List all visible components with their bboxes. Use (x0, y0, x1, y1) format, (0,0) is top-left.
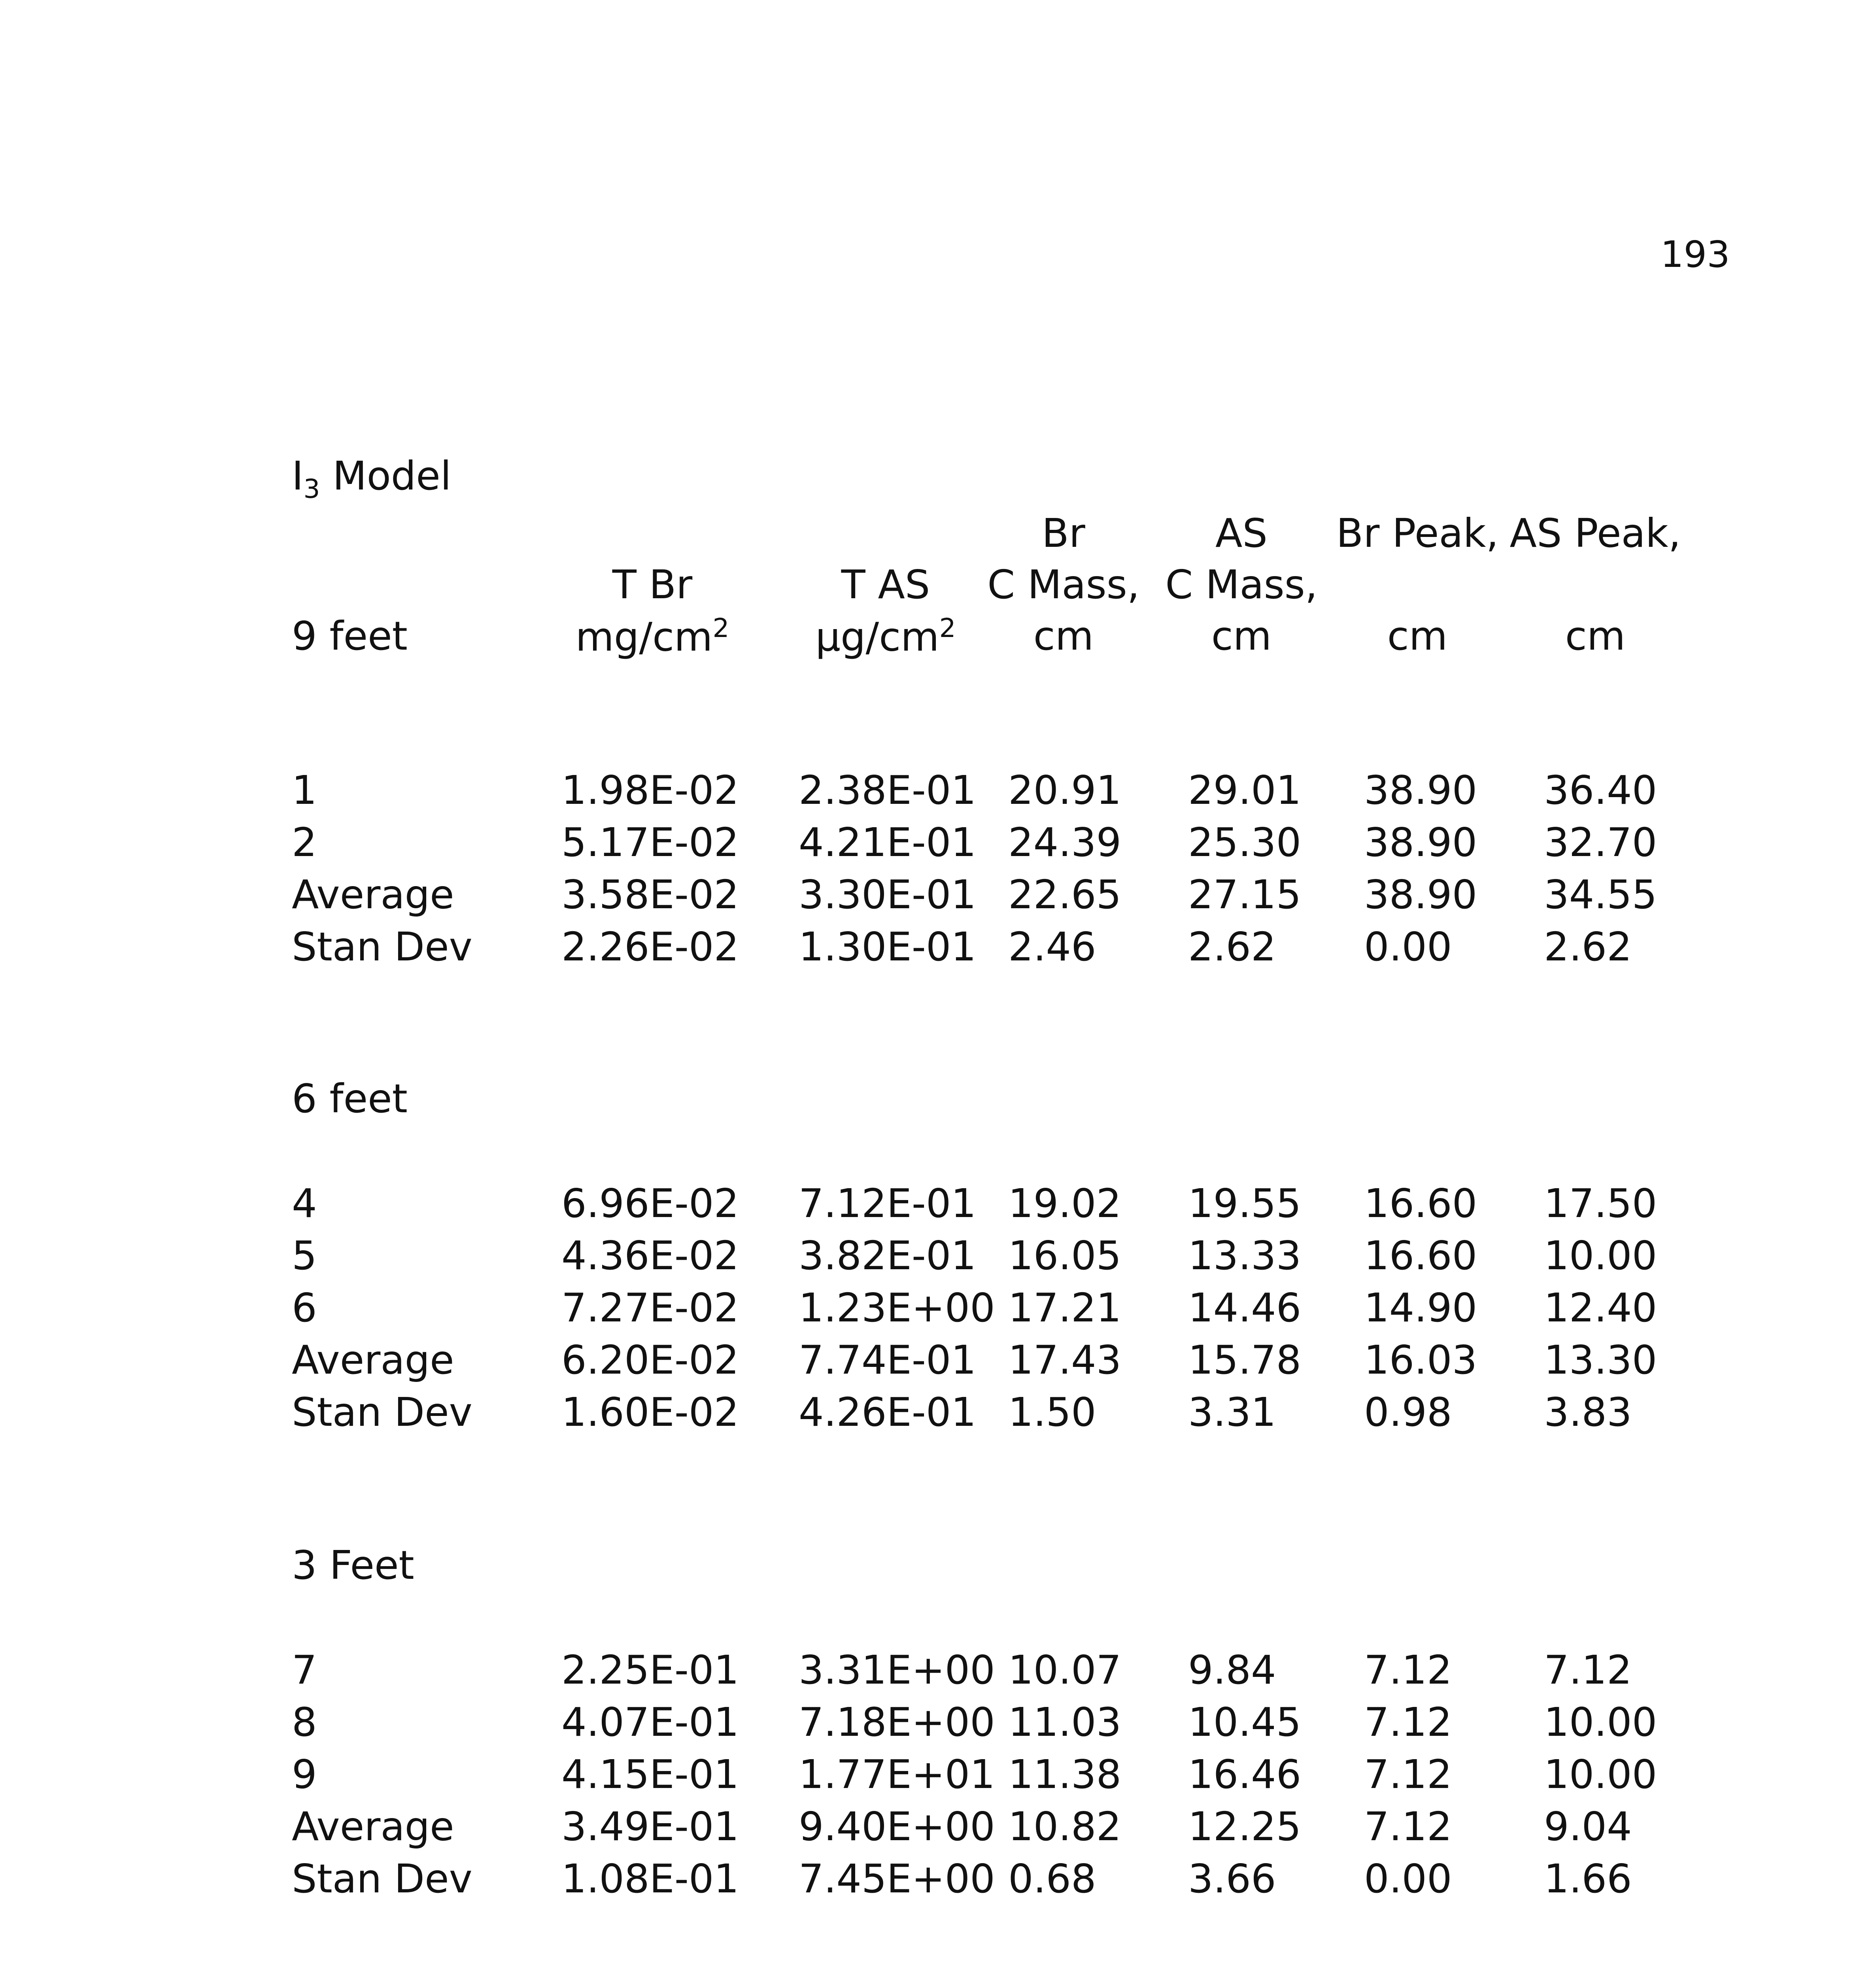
table-cell: 2.26E-02 (561, 924, 739, 970)
table-cell: 6.96E-02 (561, 1180, 739, 1227)
table-cell: 7.12 (1364, 1647, 1452, 1693)
table-cell: 11.38 (1008, 1751, 1122, 1797)
table-cell: 10.00 (1544, 1751, 1657, 1797)
row-label: Stan Dev (292, 924, 472, 970)
row-label: Average (292, 1337, 454, 1383)
column-header-5-line3: cm (1387, 613, 1448, 659)
table-cell: 16.60 (1364, 1180, 1477, 1227)
model-title-rest: Model (320, 453, 452, 499)
table-cell: 25.30 (1188, 819, 1302, 866)
table-cell: 22.65 (1008, 871, 1122, 918)
table-cell: 3.58E-02 (561, 871, 739, 918)
table-cell: 1.66 (1544, 1856, 1632, 1902)
column-header-1-line2: T Br (612, 561, 693, 608)
table-cell: 20.91 (1008, 767, 1122, 813)
model-title (292, 453, 452, 504)
row-label: 1 (292, 767, 317, 813)
table-cell: 16.46 (1188, 1751, 1302, 1797)
table-cell: 4.07E-01 (561, 1699, 739, 1745)
column-header-4-line2: C Mass, (1165, 561, 1318, 608)
table-cell: 17.50 (1544, 1180, 1657, 1227)
table-cell: 13.33 (1188, 1232, 1302, 1279)
row-label: 6 (292, 1285, 317, 1331)
table-cell: 38.90 (1364, 819, 1477, 866)
table-cell: 7.12E-01 (799, 1180, 977, 1227)
column-header-2-line3: $\mu g/cm^2$ (815, 613, 956, 660)
column-header-3-line1: Br (1042, 510, 1085, 556)
table-cell: 10.00 (1544, 1699, 1657, 1745)
table-cell: 34.55 (1544, 871, 1657, 918)
column-header-6-line3: cm (1565, 613, 1626, 659)
table-cell: 1.30E-01 (799, 924, 977, 970)
table-cell: 7.18E+00 (799, 1699, 995, 1745)
table-cell: 0.00 (1364, 1856, 1452, 1902)
row-label: Stan Dev (292, 1856, 472, 1902)
table-cell: 0.00 (1364, 924, 1452, 970)
table-cell: 7.12 (1364, 1751, 1452, 1797)
table-cell: 14.46 (1188, 1285, 1302, 1331)
column-header-2-line2: T AS (841, 561, 930, 608)
table-cell: 12.25 (1188, 1803, 1302, 1850)
table-cell: 2.38E-01 (799, 767, 977, 813)
column-header-4-line3: cm (1211, 613, 1272, 659)
table-cell: 7.27E-02 (561, 1285, 739, 1331)
row-label: 7 (292, 1647, 317, 1693)
table-cell: 36.40 (1544, 767, 1657, 813)
table-cell: 1.98E-02 (561, 767, 739, 813)
table-cell: 9.04 (1544, 1803, 1632, 1850)
group-label: 3 Feet (292, 1542, 414, 1588)
table-cell: 1.77E+01 (799, 1751, 995, 1797)
row-label: 9 (292, 1751, 317, 1797)
table-cell: 14.90 (1364, 1285, 1477, 1331)
table-cell: 2.46 (1008, 924, 1096, 970)
row-label: Average (292, 1803, 454, 1850)
page-number: 193 (1661, 233, 1730, 276)
table-cell: 16.03 (1364, 1337, 1477, 1383)
table-cell: 11.03 (1008, 1699, 1122, 1745)
table-cell: 17.43 (1008, 1337, 1122, 1383)
table-cell: 32.70 (1544, 819, 1657, 866)
table-cell: 24.39 (1008, 819, 1122, 866)
header-row-label: 9 feet (292, 613, 408, 659)
row-label: 2 (292, 819, 317, 866)
table-cell: 2.25E-01 (561, 1647, 739, 1693)
table-cell: 0.98 (1364, 1389, 1452, 1435)
table-cell: 10.45 (1188, 1699, 1302, 1745)
table-cell: 4.36E-02 (561, 1232, 739, 1279)
row-label: Average (292, 871, 454, 918)
table-cell: 3.49E-01 (561, 1803, 739, 1850)
table-cell: 7.12 (1544, 1647, 1632, 1693)
table-cell: 7.12 (1364, 1699, 1452, 1745)
table-cell: 12.40 (1544, 1285, 1657, 1331)
table-cell: 3.82E-01 (799, 1232, 977, 1279)
table-cell: 7.12 (1364, 1803, 1452, 1850)
table-cell: 10.07 (1008, 1647, 1122, 1693)
column-header-5-line1: Br Peak, (1336, 510, 1499, 556)
model-title-base: I (292, 453, 304, 499)
table-cell: 10.00 (1544, 1232, 1657, 1279)
table-cell: 3.30E-01 (799, 871, 977, 918)
table-cell: 29.01 (1188, 767, 1302, 813)
row-label: Stan Dev (292, 1389, 472, 1435)
table-cell: 3.31E+00 (799, 1647, 995, 1693)
table-cell: 19.55 (1188, 1180, 1302, 1227)
table-cell: 3.31 (1188, 1389, 1276, 1435)
table-cell: 9.40E+00 (799, 1803, 995, 1850)
table-cell: 17.21 (1008, 1285, 1122, 1331)
table-cell: 13.30 (1544, 1337, 1657, 1383)
table-cell: 2.62 (1544, 924, 1632, 970)
table-cell: 27.15 (1188, 871, 1302, 918)
table-cell: 16.60 (1364, 1232, 1477, 1279)
table-cell: 2.62 (1188, 924, 1276, 970)
table-cell: 7.74E-01 (799, 1337, 977, 1383)
table-cell: 6.20E-02 (561, 1337, 739, 1383)
row-label: 5 (292, 1232, 317, 1279)
group-label: 6 feet (292, 1075, 408, 1122)
table-cell: 10.82 (1008, 1803, 1122, 1850)
model-title-subscript: 3 (303, 474, 320, 504)
table-cell: 5.17E-02 (561, 819, 739, 866)
table-cell: 1.60E-02 (561, 1389, 739, 1435)
table-cell: 3.83 (1544, 1389, 1632, 1435)
table-cell: 38.90 (1364, 767, 1477, 813)
table-cell: 1.08E-01 (561, 1856, 739, 1902)
column-header-6-line1: AS Peak, (1509, 510, 1681, 556)
table-cell: 15.78 (1188, 1337, 1302, 1383)
column-header-3-line2: C Mass, (987, 561, 1140, 608)
table-cell: 3.66 (1188, 1856, 1276, 1902)
table-cell: 4.21E-01 (799, 819, 977, 866)
table-cell: 16.05 (1008, 1232, 1122, 1279)
table-cell: 1.50 (1008, 1389, 1096, 1435)
row-label: 4 (292, 1180, 317, 1227)
table-cell: 19.02 (1008, 1180, 1122, 1227)
row-label: 8 (292, 1699, 317, 1745)
table-cell: 7.45E+00 (799, 1856, 995, 1902)
table-cell: 9.84 (1188, 1647, 1276, 1693)
table-cell: 4.26E-01 (799, 1389, 977, 1435)
table-cell: 0.68 (1008, 1856, 1096, 1902)
table-cell: 38.90 (1364, 871, 1477, 918)
table-cell: 4.15E-01 (561, 1751, 739, 1797)
column-header-1-line3: $mg/cm^2$ (575, 613, 729, 660)
table-cell: 1.23E+00 (799, 1285, 995, 1331)
column-header-3-line3: cm (1033, 613, 1094, 659)
column-header-4-line1: AS (1215, 510, 1268, 556)
